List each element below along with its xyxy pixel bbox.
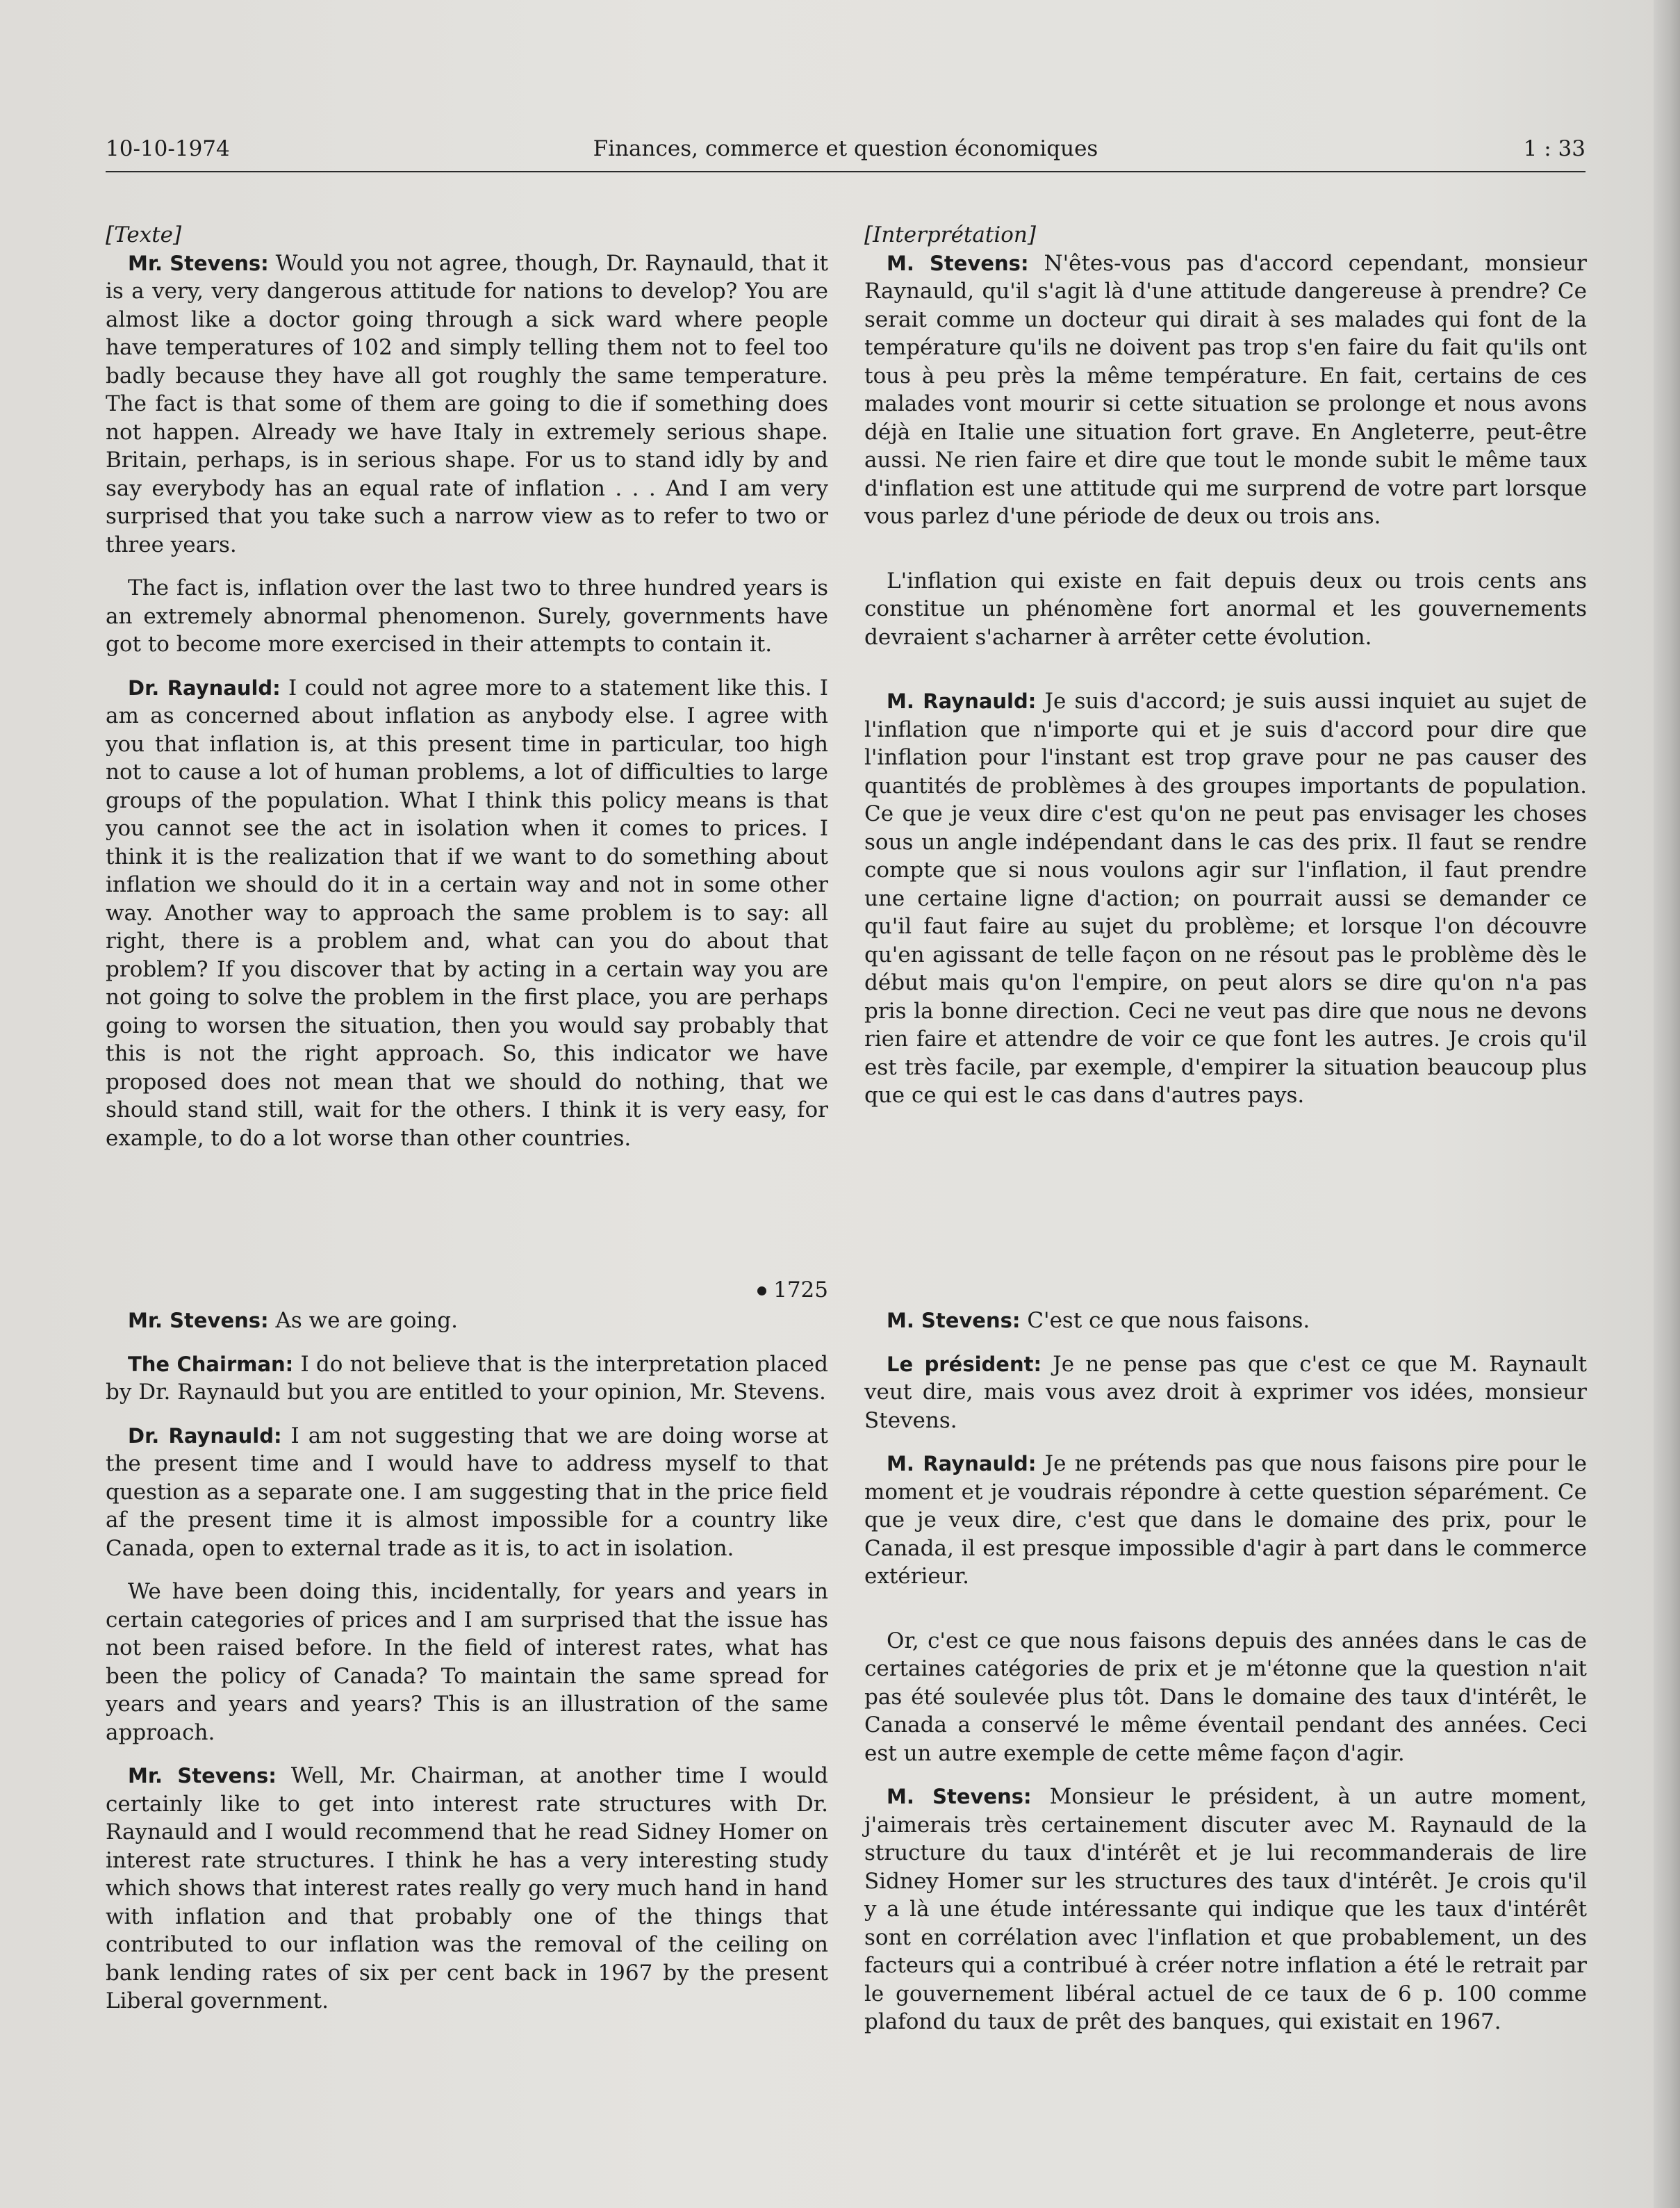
paragraph-text: N'êtes-vous pas d'accord cependant, monsieur Raynauld, qu'il s'agit là d'une attitude dangereuse à prendre? Ce serait comme un docteur qui dirait à ses malades qui font de la température qu'ils ne doivent pas trop s'en faire du fait qu'ils ont tous à peu près la même température. En fait, certains de ces malades vont mourir si cette situation se prolonge et nous avons déjà en Italie une situation fort grave. En Angleterre, peut-être aussi. Ne rien faire et dire que tout le monde subit le même taux d'inflation est une attitude qui me surprend de votre part lorsque vous parlez d'une période de deux ou trois ans.	[864, 250, 1588, 529]
page-edge	[1654, 0, 1680, 2208]
section-label: [Interprétation]	[864, 222, 1036, 247]
speaker: M. Raynauld:	[887, 689, 1037, 713]
paragraph-text: L'inflation qui existe en fait depuis deux ou trois cents ans constitue un phénomène fort anormal et les gouvernements devraient s'acharner à arrêter cette évolution.	[864, 568, 1587, 650]
speaker: Mr. Stevens:	[128, 1764, 277, 1788]
left-column-lower	[106, 1307, 828, 2015]
speaker: Mr. Stevens:	[128, 251, 269, 275]
speaker: M. Stevens:	[887, 1309, 1021, 1332]
paragraph-text: We have been doing this, incidentally, for years and years in certain categories of prices and I am surprised that the issue has not been raised before. In the field of interest rates, what has been the policy of Canada? To maintain the same spread for years and years and years? This is an illustration of the same approach.	[106, 1579, 828, 1745]
header-date: 10-10-1974	[106, 136, 230, 161]
paragraph	[864, 567, 1587, 652]
paragraph-text: Je ne pense pas que c'est ce que M. Raynault veut dire, mais vous avez droit à exprimer vos idées, monsieur Stevens.	[864, 1351, 1587, 1433]
paragraph-text: Je suis d'accord; je suis aussi inquiet au sujet de l'inflation que n'importe qui et je suis d'accord pour dire que l'inflation pour l'instant est trop grave pour ne pas causer des quantités de problèmes à des groupes importants de population. Ce que je veux dire c'est qu'on ne peut pas envisager les choses sous un angle indépendant dans le cas des prix. Il faut se rendre compte que si nous voulons agir sur l'inflation, il faut prendre une certaine ligne d'action; on pourrait aussi se demander ce qu'il faut faire au sujet du problème; et lorsque l'on découvre qu'en agissant de telle façon on ne résout pas le problème dès le début mais qu'on l'empire, on peut alors se dire qu'on n'a pas pris la bonne direction. Ceci ne veut pas dire que nous ne devons rien faire et attendre de voir ce que font les autres. Je crois qu'il est très facile, par exemple, d'empirer la situation beaucoup plus que ce qui est le cas dans d'autres pays.	[864, 689, 1587, 1108]
paragraph-text: I do not believe that is the interpretation placed by Dr. Raynauld but you are entitled to your opinion, Mr. Stevens.	[106, 1351, 828, 1405]
paragraph-text: I could not agree more to a statement like this. I am as concerned about inflation as anybody else. I agree with you that inflation is, at this present time in particular, too high not to cause a lot of human problems, a lot of difficulties to large groups of the population. What I think this policy means is that you cannot see the act in isolation when it comes to prices. I think it is the realization that if we want to do something about inflation we should do it in a certain way and not in some other way. Another way to approach the same problem is to say: all right, there is a problem and, what can you do about that problem? If you discover that by acting in a certain way you are not going to solve the problem in the first place, you are perhaps going to worsen the situation, then you would say probably that this is not the right approach. So, this indicator we have proposed does not mean that we should do nothing, that we should stand still, wait for the others. I think it is very easy, for example, to do a lot worse than other countries.	[106, 675, 828, 1151]
header-title: Finances, commerce et question économiques	[593, 136, 1098, 161]
running-header	[106, 136, 1586, 172]
paragraph-text: Monsieur le président, à un autre moment, j'aimerais très certainement discuter avec M. Raynauld de la structure du taux d'intérêt et je lui recommanderais de lire Sidney Homer sur les structures des taux d'intérêt. Je crois qu'il y a là une étude intéressante qui indique que les taux d'intérêt sont en corrélation avec l'inflation et que probablement, un des facteurs qui a contribué à créer notre inflation a été le retrait par le gouvernement libéral actuel de ce taux de 6 p. 100 comme plafond du taux de prêt des banques, qui existait en 1967.	[864, 1784, 1587, 2034]
right-column-lower	[864, 1307, 1587, 2036]
paragraph-text: As we are going.	[268, 1308, 458, 1333]
speaker: Dr. Raynauld:	[128, 1423, 282, 1448]
time-value: 1725	[773, 1277, 828, 1302]
paragraph	[106, 1307, 828, 1335]
paragraph	[864, 1627, 1587, 1768]
speaker: Le président:	[887, 1352, 1042, 1376]
paragraph-text: I am not suggesting that we are doing worse at the present time and I would have to address myself to that question as a separate one. I am suggesting that in the price field af the present time it is almost impossible for a country like Canada, open to external trade as it is, to act in isolation.	[106, 1423, 828, 1561]
paragraph-text: Well, Mr. Chairman, at another time I would certainly like to get into interest rate structures with Dr. Raynauld and I would recommend that he read Sidney Homer on interest rate structures. I think he has a very interesting study which shows that interest rates really go very much hand in hand with inflation and that probably one of the things that contributed to our inflation was the removal of the ceiling on bank lending rates of six per cent back in 1967 by the present Liberal government.	[106, 1763, 828, 2013]
paragraph	[864, 250, 1587, 531]
speaker: Mr. Stevens:	[128, 1309, 269, 1332]
time-marker	[752, 1277, 828, 1302]
left-column-upper	[106, 221, 828, 1152]
paragraph	[864, 1450, 1587, 1591]
speaker: M. Stevens:	[887, 251, 1029, 275]
bullet-icon	[757, 1286, 766, 1295]
paragraph	[864, 1783, 1587, 2036]
paragraph	[106, 1350, 828, 1407]
speaker: The Chairman:	[128, 1352, 294, 1376]
paragraph	[864, 687, 1587, 1110]
paragraph-text: Je ne prétends pas que nous faisons pire pour le moment et je voudrais répondre à cette question séparément. Ce que je veux dire, c'est que dans le domaine des prix, pour le Canada, il est presque impossible d'agir à part dans le commerce extérieur.	[864, 1451, 1587, 1589]
paragraph	[106, 574, 828, 659]
paragraph	[864, 1307, 1587, 1335]
paragraph	[106, 1762, 828, 2015]
right-column-upper	[864, 221, 1587, 1110]
speaker: M. Raynauld:	[887, 1452, 1037, 1475]
paragraph	[106, 1578, 828, 1747]
paragraph-text: C'est ce que nous faisons.	[1020, 1308, 1310, 1333]
paragraph-text: Or, c'est ce que nous faisons depuis des années dans le cas de certaines catégories de prix et je m'étonne que la question n'ait pas été soulevée plus tôt. Dans le domaine des taux d'intérêt, le Canada a conservé le même éventail pendant des années. Ceci est un autre exemple de cette même façon d'agir.	[864, 1628, 1587, 1766]
paragraph	[106, 674, 828, 1153]
section-label: [Texte]	[106, 222, 182, 247]
speaker: Dr. Raynauld:	[128, 676, 281, 700]
paragraph	[106, 1422, 828, 1563]
paragraph-text: The fact is, inflation over the last two to three hundred years is an extremely abnormal phenomenon. Surely, governments have got to become more exercised in their attempts to contain it.	[106, 575, 828, 657]
speaker: M. Stevens:	[887, 1785, 1032, 1808]
paragraph	[106, 250, 828, 559]
paragraph	[864, 1350, 1587, 1435]
paragraph-text: Would you not agree, though, Dr. Raynauld, that it is a very, very dangerous attitude for nations to develop? You are almost like a doctor going through a sick ward where people have temperatures of 102 and simply telling them not to feel too badly because they have all got roughly the same temperature. The fact is that some of them are going to die if something does not happen. Already we have Italy in extremely serious shape. Britain, perhaps, is in serious shape. For us to stand idly by and say everybody has an equal rate of inflation . . . And I am very surprised that you take such a narrow view as to refer to two or three years.	[106, 250, 828, 557]
header-page-number: 1 : 33	[1523, 136, 1586, 161]
